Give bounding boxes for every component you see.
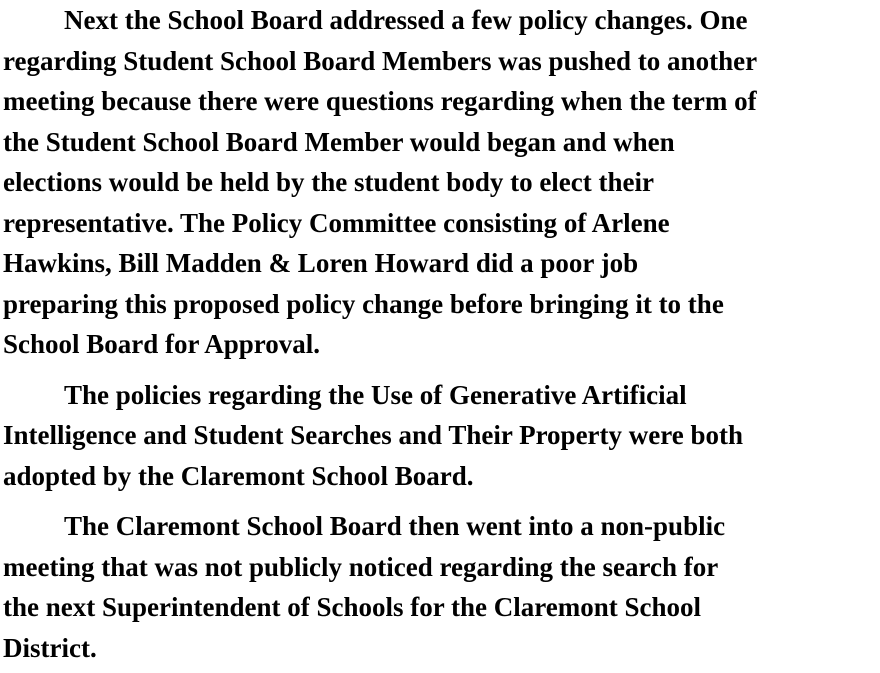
text-line: the next Superintendent of Schools for the Claremont School <box>3 592 702 622</box>
text-line: Intelligence and Student Searches and Their Property were both <box>3 420 744 450</box>
text-line: School Board for Approval. <box>3 329 321 359</box>
text-line: preparing this proposed policy change before bringing it to the <box>3 288 724 319</box>
text-line: Next the School Board addressed a few policy changes. One <box>64 5 748 35</box>
text-line: The policies regarding the Use of Generative Artificial <box>64 379 687 410</box>
text-line: District. <box>3 632 97 663</box>
paragraph-policies-adopted <box>3 375 880 497</box>
text-line: regarding Student School Board Members was pushed to another <box>3 45 758 76</box>
text-line: meeting that was not publicly noticed regarding the search for <box>3 551 719 582</box>
text-line: Hawkins, Bill Madden & Loren Howard did a poor job <box>3 248 639 278</box>
text-line: representative. The Policy Committee consisting of Arlene <box>3 207 670 238</box>
text-line: meeting because there were questions regarding when the term of <box>3 86 757 116</box>
paragraph-non-public-meeting <box>3 506 880 668</box>
text-line: the Student School Board Member would began and when <box>3 126 675 157</box>
text-line: The Claremont School Board then went into a non-public <box>64 511 726 541</box>
text-line: adopted by the Claremont School Board. <box>3 460 474 491</box>
text-line: elections would be held by the student body to elect their <box>3 167 654 197</box>
paragraph-policy-changes <box>3 0 880 365</box>
